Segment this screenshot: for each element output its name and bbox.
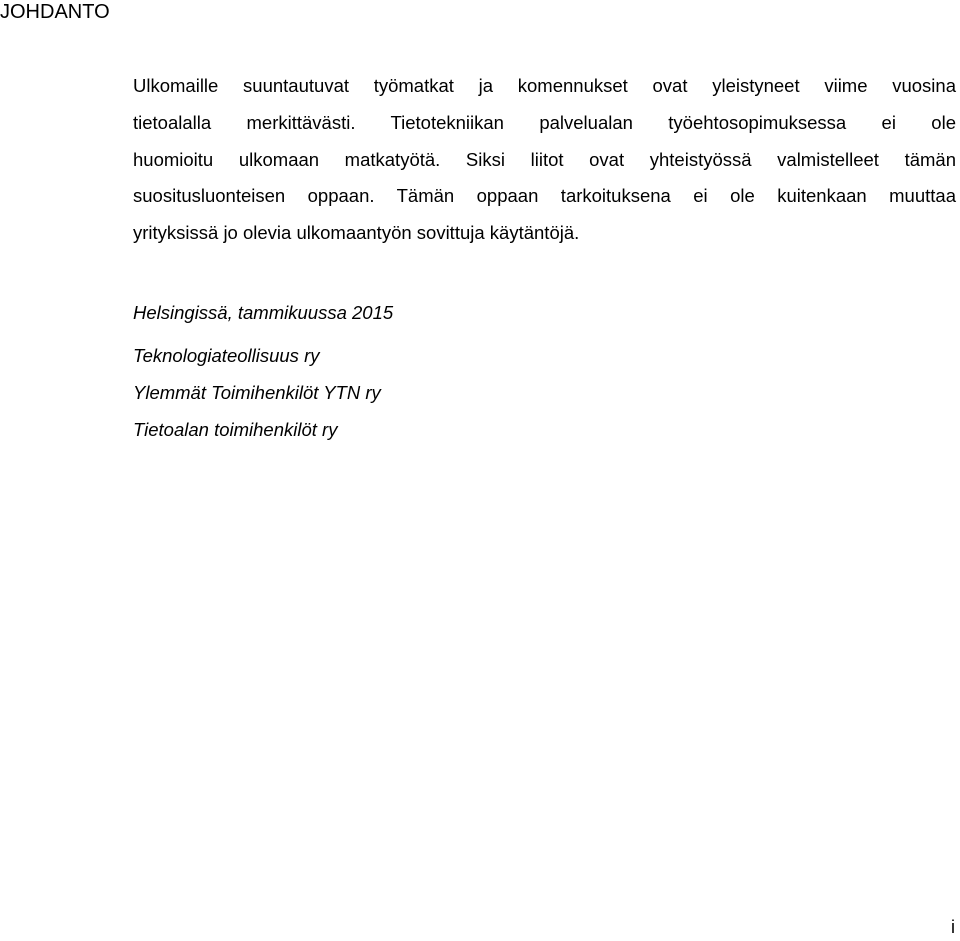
signature-block [133,294,393,448]
intro-paragraph [133,68,956,252]
page-number: i [951,917,955,937]
organization-name: Ylemmät Toimihenkilöt YTN ry [133,382,381,403]
section-heading: JOHDANTO [0,1,110,23]
paragraph-line: Ulkomaille suuntautuvat työmatkat ja komennukset ovat yleistyneet viime vuosina [133,75,956,96]
organization-name: Tietoalan toimihenkilöt ry [133,419,338,440]
paragraph-line: suositusluonteisen oppaan. Tämän oppaan tarkoituksena ei ole kuitenkaan muuttaa [133,185,956,207]
organization-name: Teknologiateollisuus ry [133,345,320,366]
paragraph-line: tietoalalla merkittävästi. Tietotekniikan palvelualan työehtosopimuksessa ei ole [133,111,956,133]
paragraph-line: yrityksissä jo olevia ulkomaantyön sovittuja käytäntöjä. [133,222,580,244]
paragraph-line: huomioitu ulkomaan matkatyötä. Siksi liitot ovat yhteistyössä valmistelleet tämän [133,148,956,170]
place-date: Helsingissä, tammikuussa 2015 [133,302,394,323]
